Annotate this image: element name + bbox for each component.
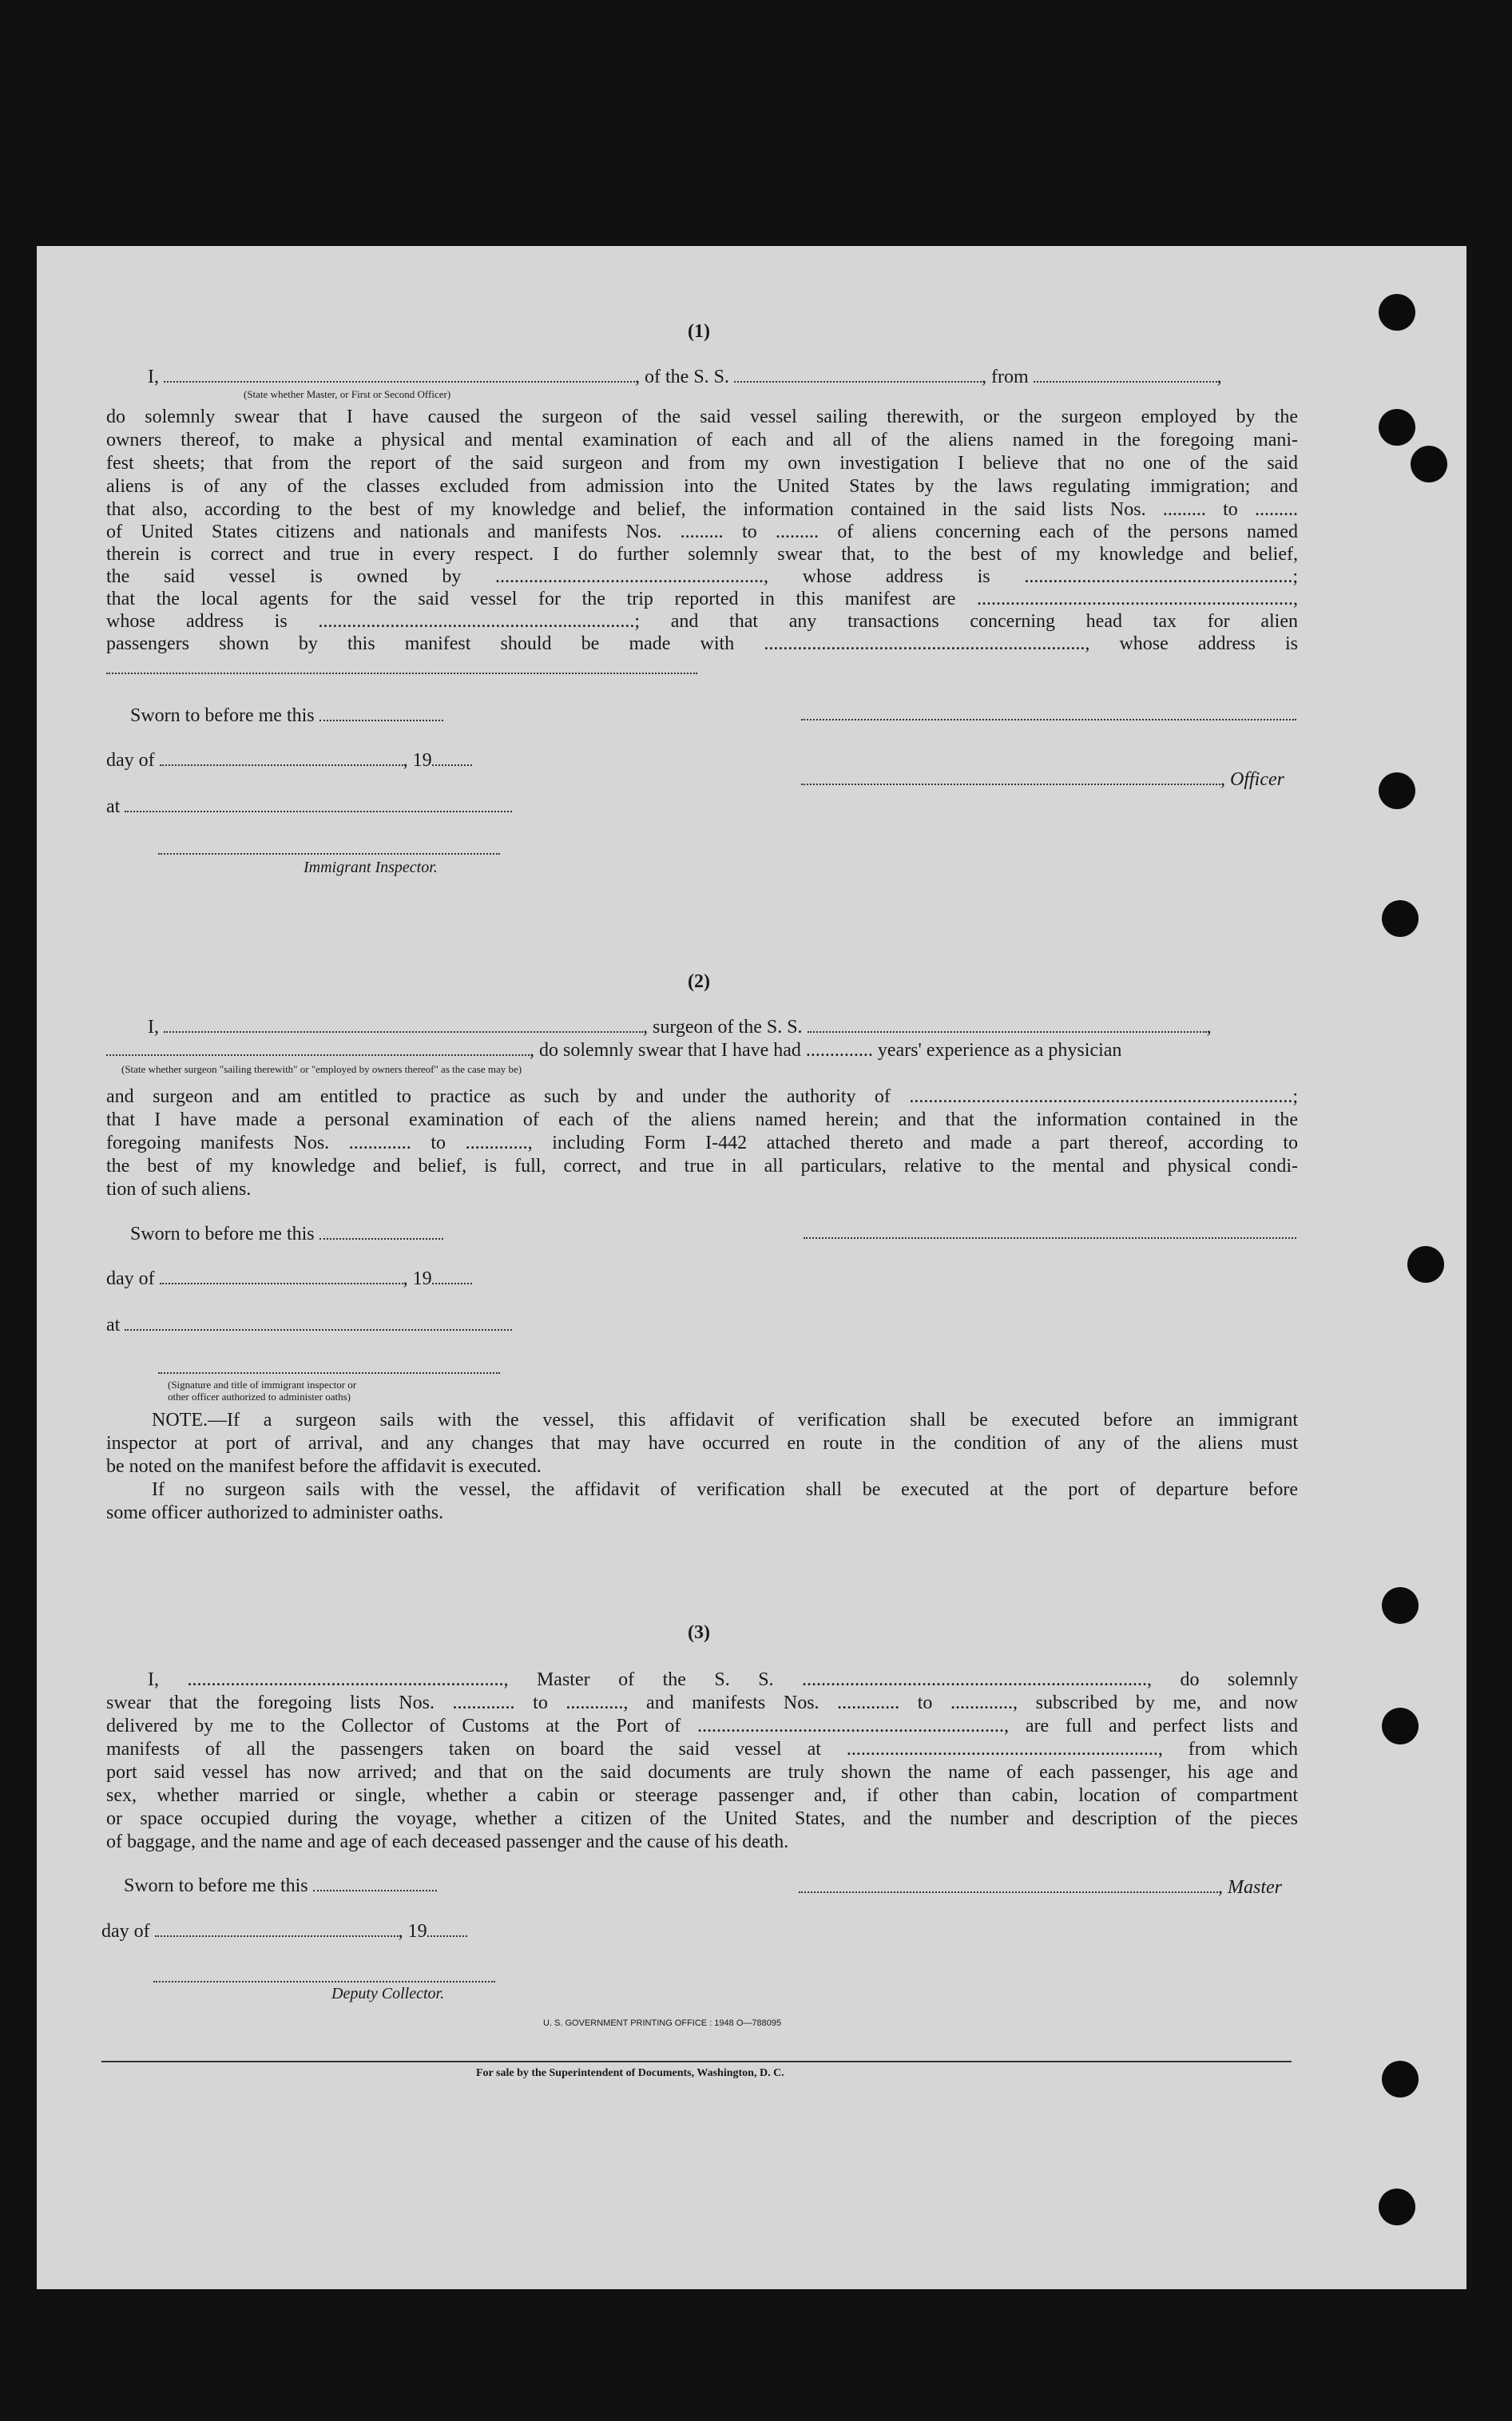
s2-body-line: that I have made a personal examination of each of the aliens named herein; and that the information contained in the	[106, 1109, 1298, 1130]
s1-body-line: do solemnly swear that I have caused the surgeon of the said vessel sailing therewith, or the surgeon employed by the	[106, 407, 1298, 427]
s1-body-line: fest sheets; that from the report of the said surgeon and from my own investigation I believe that no one of the said	[106, 453, 1298, 474]
s2-name-field	[164, 1031, 643, 1033]
s1-body-line: owners thereof, to make a physical and mental examination of each and all of the aliens named in the foregoing mani-	[106, 430, 1298, 450]
s2-ship-field	[808, 1031, 1207, 1033]
s3-collector-label: Deputy Collector.	[331, 1985, 445, 2002]
s3-sworn-label: Sworn to before me this	[124, 1875, 308, 1896]
s2-note-line: If no surgeon sails with the vessel, the affidavit of verification shall be executed at the port of departure before	[152, 1479, 1298, 1500]
s1-sworn-field	[319, 720, 443, 721]
s3-sworn-line	[124, 1875, 437, 1898]
s2-year-label: , 19	[403, 1268, 432, 1289]
s2-status-field	[106, 1054, 530, 1056]
s3-day-label: day of	[101, 1921, 150, 1942]
s2-line-2	[106, 1039, 1121, 1062]
s3-master-field	[799, 1891, 1218, 1893]
s2-note-line: be noted on the manifest before the affidavit is executed.	[106, 1456, 542, 1477]
punch-hole	[1382, 900, 1419, 937]
s3-body-line: sex, whether married or single, whether a cabin or steerage passenger and, if other than cabin, location of compartment	[106, 1785, 1298, 1806]
s3-sworn-field	[313, 1890, 437, 1891]
s1-body-line: passengers shown by this manifest should be made with ..................................................................., whose address is	[106, 633, 1298, 654]
s3-body-line: of baggage, and the name and age of each deceased passenger and the cause of his death.	[106, 1832, 789, 1852]
section-3-heading: (3)	[688, 1622, 710, 1643]
s1-day-label: day of	[106, 750, 155, 771]
s2-at-field	[125, 1329, 512, 1331]
s2-sworn-label: Sworn to before me this	[130, 1224, 315, 1244]
s2-inspector-field	[158, 1372, 500, 1374]
s3-body-line: swear that the foregoing lists Nos. ............. to ............, and manifests Nos. ............. to ............., subscribed by me, and now	[106, 1693, 1298, 1713]
s3-collector-field	[153, 1981, 495, 1982]
s2-body-line: tion of such aliens.	[106, 1179, 252, 1200]
punch-hole	[1379, 409, 1415, 446]
s3-year-field	[427, 1935, 467, 1937]
s1-body-line: the said vessel is owned by ........................................................, whose address is ........................................................;	[106, 566, 1298, 587]
s1-day-line	[106, 749, 472, 772]
s1-officer-line	[801, 768, 1284, 792]
s3-day-field	[155, 1935, 399, 1937]
s1-body-line: of United States citizens and nationals and manifests Nos. ......... to ......... of aliens concerning each of the persons named	[106, 522, 1298, 542]
s1-sworn-line	[130, 704, 443, 728]
punch-hole	[1382, 2061, 1419, 2098]
s1-of-ss: , of the S. S.	[635, 367, 730, 387]
s1-body-line: aliens is of any of the classes excluded from admission into the United States by the laws regulating immigration; and	[106, 476, 1298, 497]
s1-day-field	[160, 764, 403, 766]
gpo-imprint: U. S. GOVERNMENT PRINTING OFFICE : 1948 O—788095	[543, 2018, 782, 2028]
s2-sworn-field	[319, 1238, 443, 1240]
punch-hole	[1382, 1708, 1419, 1744]
s2-at-label: at	[106, 1315, 121, 1336]
s1-from-field	[1034, 381, 1217, 383]
s1-officer-field	[801, 784, 1220, 785]
s1-at-label: at	[106, 796, 121, 817]
punch-hole	[1407, 1246, 1444, 1283]
s1-body-line: whose address is ..................................................................; and that any transactions concerning head tax for alien	[106, 611, 1298, 632]
s1-name-field	[164, 381, 635, 383]
s1-i: I,	[148, 367, 159, 387]
s2-sig-note-1: (Signature and title of immigrant inspector or	[168, 1379, 357, 1391]
s2-oath-line: I, , surgeon of the S. S. ,	[148, 1017, 1212, 1038]
section-1-heading: (1)	[688, 321, 710, 342]
s3-day-line	[101, 1920, 467, 1943]
footer-rule	[101, 2061, 1292, 2062]
s3-year-label: , 19	[398, 1921, 427, 1942]
s1-signature-field	[801, 719, 1296, 720]
s1-oath-line: I, , of the S. S. , from ,	[148, 367, 1222, 387]
s1-officer-label: , Officer	[1220, 769, 1284, 790]
s2-sig-note-2: other officer authorized to administer oaths)	[168, 1391, 351, 1403]
s1-body-line: that also, according to the best of my knowledge and belief, the information contained in the said lists Nos. ......... to .........	[106, 499, 1298, 520]
punch-hole	[1411, 446, 1447, 482]
s2-surgeon-of-ss: , surgeon of the S. S.	[643, 1017, 803, 1038]
punch-hole	[1379, 294, 1415, 331]
s2-signature-field	[804, 1237, 1296, 1239]
punch-hole	[1379, 2189, 1415, 2225]
s1-at-field	[125, 811, 512, 812]
s2-status-note: (State whether surgeon "sailing therewith" or "employed by owners thereof" as the case may be)	[121, 1063, 522, 1075]
s2-day-field	[160, 1283, 403, 1284]
s1-year-field	[432, 764, 472, 766]
s2-year-field	[432, 1283, 472, 1284]
s1-at-line	[106, 796, 512, 819]
s1-title-note: (State whether Master, or First or Second Officer)	[244, 388, 451, 400]
s1-body-line: therein is correct and true in every respect. I do further solemnly swear that, to the best of my knowledge and belief,	[106, 544, 1298, 565]
s3-body-line: I, .................................................................., Master of the S. S. ........................................................................, do solemnly	[148, 1669, 1298, 1690]
s1-from: , from	[982, 367, 1029, 387]
s2-experience-text: , do solemnly swear that I have had .............. years' experience as a physician	[530, 1040, 1122, 1061]
s2-note-line: some officer authorized to administer oaths.	[106, 1502, 444, 1523]
sale-notice: For sale by the Superintendent of Documents, Washington, D. C.	[476, 2067, 784, 2079]
s2-at-line	[106, 1314, 512, 1337]
s3-body-line: or space occupied during the voyage, whether a citizen of the United States, and the number and description of the pieces	[106, 1808, 1298, 1829]
section-2-heading: (2)	[688, 971, 710, 992]
s1-ship-field	[734, 381, 982, 383]
s2-body-line: and surgeon and am entitled to practice as such by and under the authority of ................................................................................;	[106, 1086, 1298, 1107]
s2-body-line: the best of my knowledge and belief, is full, correct, and true in all particulars, relative to the mental and physical condi-	[106, 1156, 1298, 1177]
s3-body-line: manifests of all the passengers taken on board the said vessel at ................................................................., from which	[106, 1739, 1298, 1760]
s2-note-line: inspector at port of arrival, and any changes that may have occurred en route in the condition of any of the aliens must	[106, 1433, 1298, 1454]
s2-day-label: day of	[106, 1268, 155, 1289]
s1-address-field	[106, 673, 697, 674]
s3-body-line: port said vessel has now arrived; and that on the said documents are truly shown the name of each passenger, his age and	[106, 1762, 1298, 1783]
s2-i: I,	[148, 1017, 159, 1038]
s3-body-line: delivered by me to the Collector of Customs at the Port of ................................................................, are full and perfect lists and	[106, 1716, 1298, 1736]
s2-note-line: NOTE.—If a surgeon sails with the vessel, this affidavit of verification shall be executed before an immigrant	[152, 1410, 1298, 1431]
s2-sworn-line	[130, 1223, 443, 1246]
s3-master-label: , Master	[1218, 1877, 1282, 1898]
punch-hole	[1379, 772, 1415, 809]
s2-body-line: foregoing manifests Nos. ............. to ............., including Form I-442 attached thereto and made a part thereof, according to	[106, 1133, 1298, 1153]
s1-year-label: , 19	[403, 750, 432, 771]
s3-master-line	[799, 1876, 1282, 1899]
punch-hole	[1382, 1587, 1419, 1624]
s1-inspector-field	[158, 853, 500, 855]
s2-day-line	[106, 1268, 472, 1291]
s1-body-line: that the local agents for the said vessel for the trip reported in this manifest are ..................................................................,	[106, 589, 1298, 609]
s1-inspector-label: Immigrant Inspector.	[304, 859, 438, 876]
s1-sworn-label: Sworn to before me this	[130, 705, 315, 726]
